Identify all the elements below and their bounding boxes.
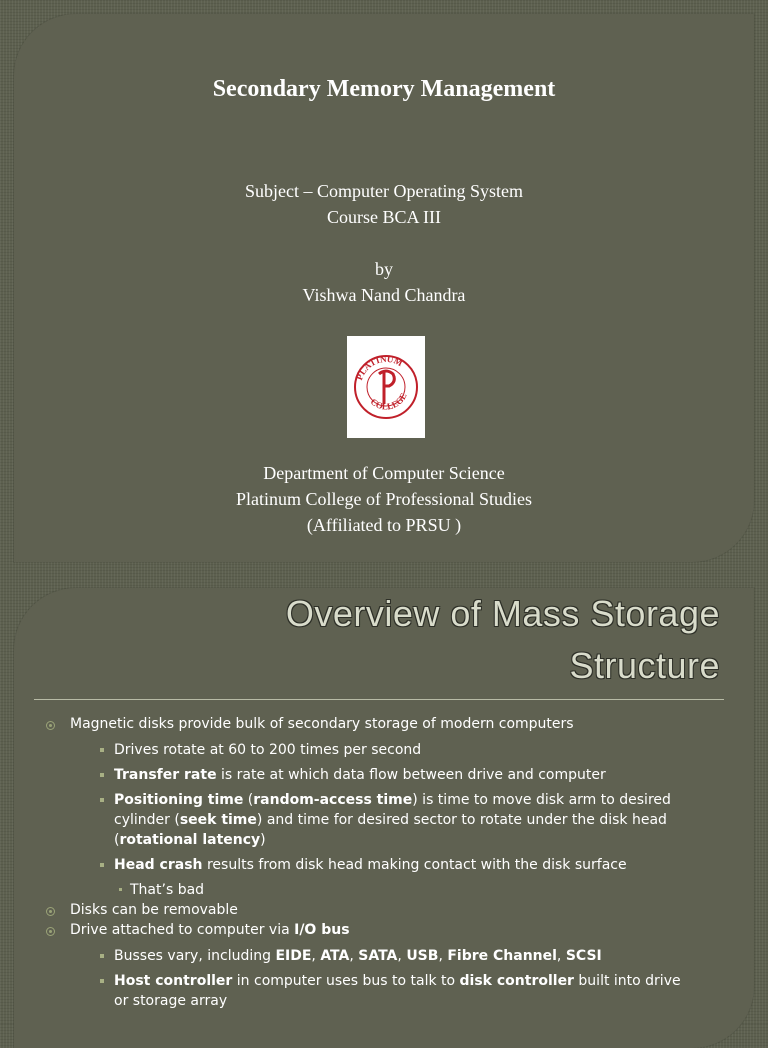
subject-line: Subject – Computer Operating System bbox=[245, 181, 523, 201]
author-name: Vishwa Nand Chandra bbox=[302, 285, 466, 305]
bullet-marker bbox=[100, 798, 104, 802]
college-logo bbox=[347, 336, 425, 438]
heading-divider bbox=[34, 699, 724, 700]
heading-line-2: Structure bbox=[569, 645, 720, 686]
bullet-marker bbox=[100, 773, 104, 777]
svg-text:PLATINUM: PLATINUM bbox=[354, 353, 405, 382]
list-item: That’s bad bbox=[130, 882, 205, 898]
svg-text:COLLEGE: COLLEGE bbox=[368, 391, 409, 412]
bullet-marker bbox=[100, 954, 104, 958]
heading-line-1: Overview of Mass Storage bbox=[285, 593, 720, 634]
department-line: Department of Computer Science bbox=[263, 463, 505, 483]
list-item: Magnetic disks provide bulk of secondary storage of modern computers bbox=[70, 716, 574, 732]
bullet-marker bbox=[119, 888, 122, 891]
bullet-marker bbox=[46, 907, 55, 916]
list-item: Disks can be removable bbox=[70, 902, 238, 918]
list-item: Head crash results from disk head making contact with the disk surface bbox=[114, 857, 627, 873]
affiliation-line: (Affiliated to PRSU ) bbox=[306, 515, 462, 535]
slide-heading bbox=[286, 588, 720, 692]
list-item: Drive attached to computer via I/O bus bbox=[70, 922, 350, 938]
slide-title: Secondary Memory Management bbox=[212, 76, 556, 102]
bullet-marker bbox=[46, 927, 55, 936]
title-slide bbox=[14, 14, 754, 562]
list-item: Host controller in computer uses bus to talk to disk controller built into drive or storage array bbox=[114, 973, 681, 1009]
list-item: Transfer rate is rate at which data flow between drive and computer bbox=[114, 767, 606, 783]
list-item: Positioning time (random-access time) is time to move disk arm to desired cylinder (seek time) and time for desired sector to rotate under the disk head (rotational latency) bbox=[114, 792, 671, 848]
list-item: Drives rotate at 60 to 200 times per second bbox=[114, 742, 422, 758]
list-item: Busses vary, including EIDE, ATA, SATA, USB, Fibre Channel, SCSI bbox=[114, 948, 602, 964]
bullet-marker bbox=[100, 979, 104, 983]
bullet-marker bbox=[46, 721, 55, 730]
course-line: Course BCA III bbox=[327, 207, 441, 227]
overview-slide bbox=[14, 588, 754, 1048]
college-seal-icon bbox=[351, 352, 421, 422]
college-line: Platinum College of Professional Studies bbox=[236, 489, 532, 509]
bullet-marker bbox=[100, 863, 104, 867]
by-line: by bbox=[375, 259, 393, 279]
